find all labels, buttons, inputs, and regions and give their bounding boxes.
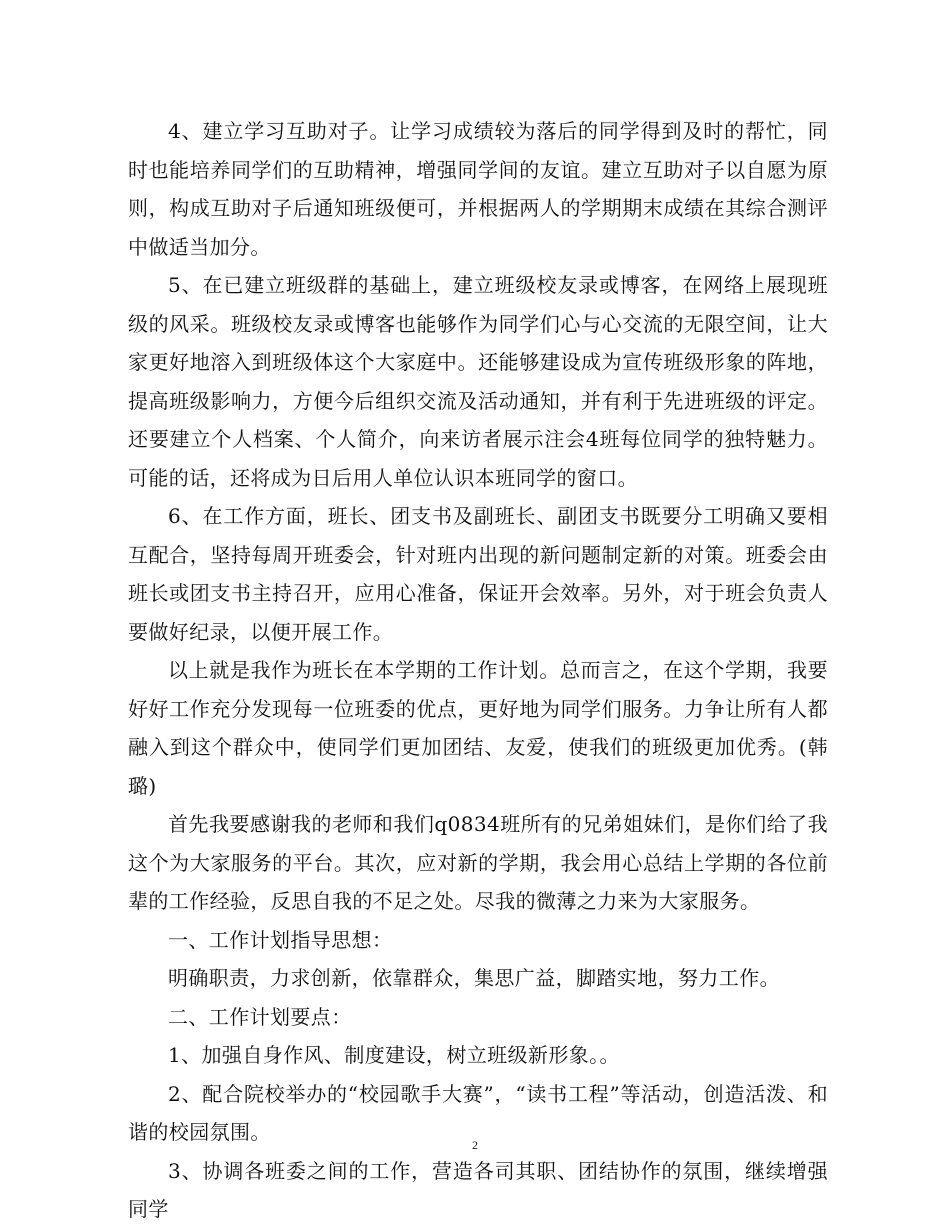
paragraph-item-6: 6、在工作方面，班长、团支书及副班长、副团支书既要分工明确又要相互配合，坚持每周开班委会，针对班内出现的新问题制定新的对策。班委会由班长或团支书主持召开，应用心准备，保证开会效率。另外，对于班会负责人要做好纪录，以便开展工作。 [128, 504, 828, 644]
document-body [128, 112, 828, 1229]
page-number: 2 [472, 1138, 478, 1152]
paragraph-thanks: 首先我要感谢我的老师和我们q0834班所有的兄弟姐妹们，是你们给了我这个为大家服务的平台。其次，应对新的学期，我会用心总结上学期的各位前辈的工作经验，反思自我的不足之处。尽我的微薄之力来为大家服务。 [128, 812, 828, 913]
paragraph-item-5: 5、在已建立班级群的基础上，建立班级校友录或博客，在网络上展现班级的风采。班级校友录或博客也能够作为同学们心与心交流的无限空间，让大家更好地溶入到班级体这个大家庭中。还能够建设成为宣传班级形象的阵地，提高班级影响力，方便今后组织交流及活动通知，并有利于先进班级的评定。还要建立个人档案、个人简介，向来访者展示注会4班每位同学的独特魅力。可能的话，还将成为日后用人单位认识本班同学的窗口。 [128, 273, 828, 490]
heading-guiding-thought: 一、工作计划指导思想： [168, 927, 393, 952]
paragraph-point-3: 3、协调各班委之间的工作，营造各司其职、团结协作的氛围，继续增强同学 [128, 1158, 828, 1221]
paragraph-point-2: 2、配合院校举办的“校园歌手大赛”，“读书工程”等活动，创造活泼、和谐的校园氛围。 [128, 1081, 828, 1144]
paragraph-point-1: 1、加强自身作风、制度建设，树立班级新形象。。 [168, 1043, 620, 1067]
heading-key-points: 二、工作计划要点： [168, 1004, 352, 1029]
paragraph-item-4: 4、建立学习互助对子。让学习成绩较为落后的同学得到及时的帮忙，同时也能培养同学们的互助精神，增强同学间的友谊。建立互助对子以自愿为原则，构成互助对子后通知班级便可，并根据两人的学期期末成绩在其综合测评中做适当加分。 [128, 119, 828, 259]
paragraph-guiding-principles: 明确职责，力求创新，依靠群众，集思广益，脚踏实地，努力工作。 [168, 966, 780, 990]
paragraph-summary: 以上就是我作为班长在本学期的工作计划。总而言之，在这个学期，我要好好工作充分发现每一位班委的优点，更好地为同学们服务。力争让所有人都融入到这个群众中，使同学们更加团结、友爱，使我们的班级更加优秀。(韩璐) [128, 658, 828, 798]
